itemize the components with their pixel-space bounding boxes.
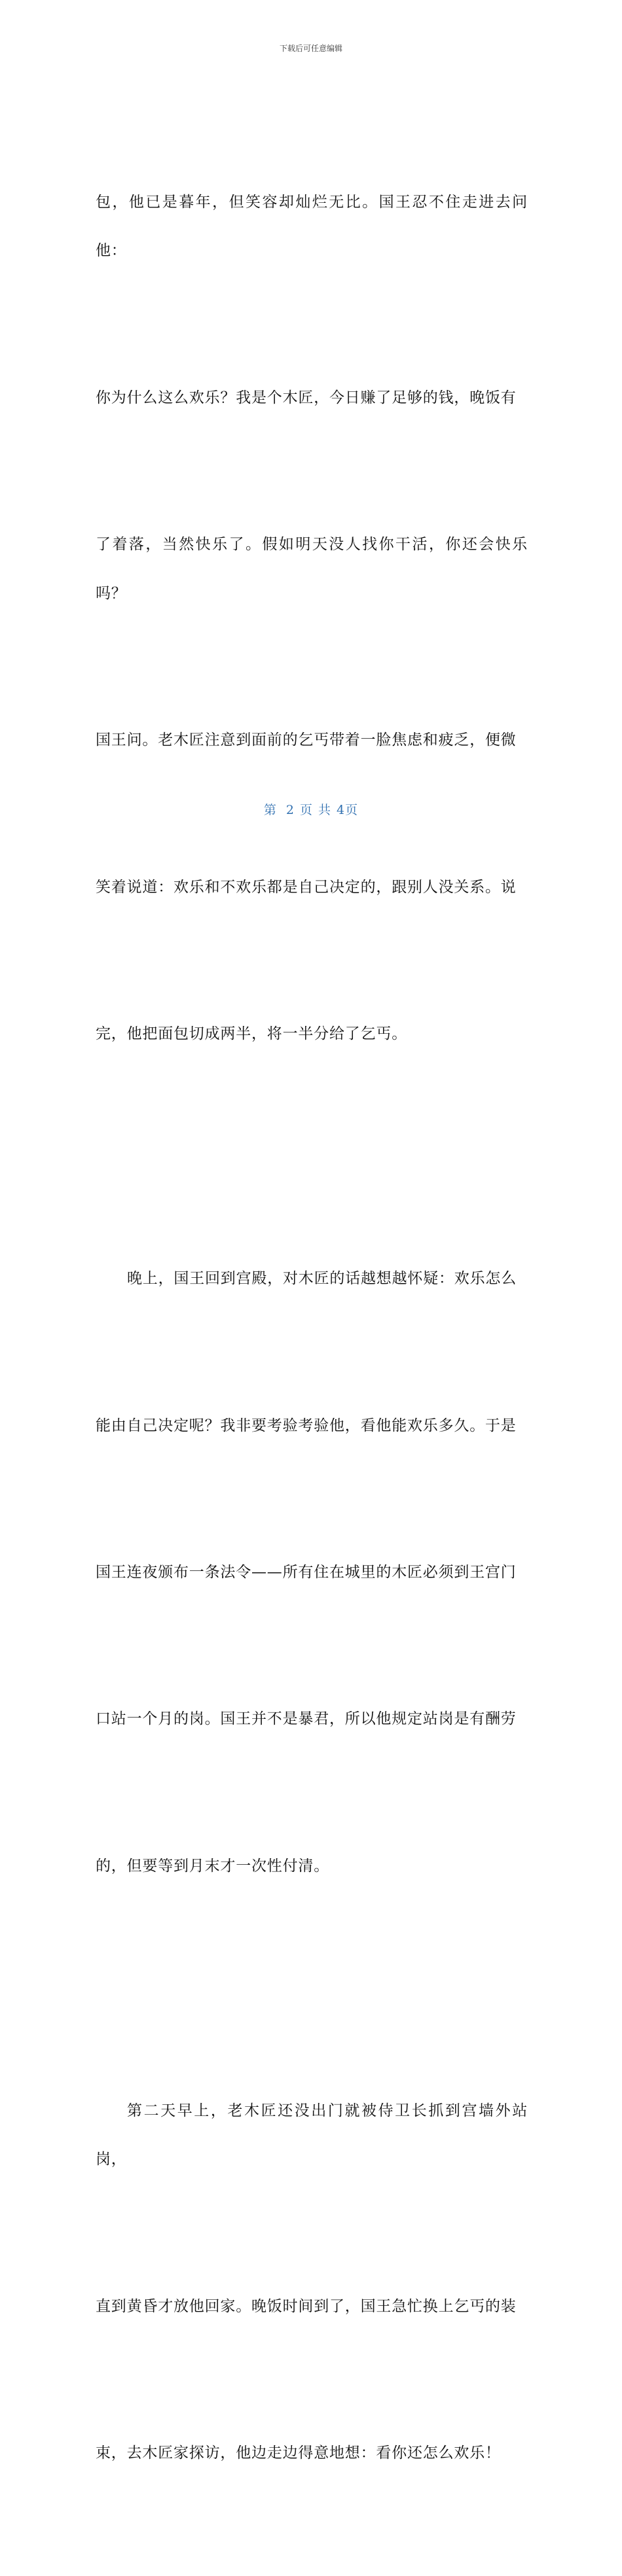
paragraph-1-full-text — [0, 0, 1, 1]
paragraph-3 — [96, 1988, 528, 2576]
text-line: 国王问。老木匠注意到面前的乞丐带着一脸焦虑和疲乏，便微 — [96, 732, 517, 749]
footer-current-page: 2 — [285, 803, 295, 817]
text-line: 的，但要等到月末才一次性付清。 — [96, 1857, 329, 1875]
footer-total-pages: 4页 — [337, 803, 359, 817]
text-line: 束，去木匠家探访，他边走边得意地想：看你还怎么欢乐！ — [96, 2444, 501, 2462]
text-line: 了着落，当然快乐了。假如明天没人找你干活，你还会快乐吗？ — [96, 536, 528, 602]
paragraph-2 — [96, 1157, 528, 1989]
page-header: 下载后可任意编辑 — [279, 44, 342, 53]
text-line: 你为什么这么欢乐？我是个木匠，今日赚了足够的钱，晚饭有 — [96, 389, 517, 406]
text-line: 国王连夜颁布一条法令——所有住在城里的木匠必须到王宫门 — [96, 1563, 517, 1581]
text-line: 第二天早上，老木匠还没出门就被侍卫长抓到宫墙外站岗， — [96, 2102, 528, 2168]
paragraph-1 — [96, 80, 528, 1157]
text-line: 笑着说道：欢乐和不欢乐都是自己决定的，跟别人没关系。说 — [96, 878, 517, 896]
page-footer — [0, 802, 622, 818]
footer-label-di: 第 — [263, 803, 277, 817]
text-line: 直到黄昏才放他回家。晚饭时间到了，国王急忙换上乞丐的装 — [96, 2297, 517, 2315]
text-line: 口站一个月的岗。国王并不是暴君，所以他规定站岗是有酬劳 — [96, 1710, 517, 1728]
document-body — [96, 80, 528, 2576]
text-line: 能由自己决定呢？我非要考验考验他，看他能欢乐多久。于是 — [96, 1417, 517, 1434]
text-line: 完，他把面包切成两半，将一半分给了乞丐。 — [96, 1025, 407, 1043]
footer-label-gong: 共 — [318, 803, 332, 817]
text-line: 晚上，国王回到宫殿，对木匠的话越想越怀疑：欢乐怎么 — [127, 1270, 517, 1288]
footer-label-ye: 页 — [299, 803, 313, 817]
text-line: 包，他已是暮年，但笑容却灿烂无比。国王忍不住走进去问他： — [96, 193, 528, 260]
